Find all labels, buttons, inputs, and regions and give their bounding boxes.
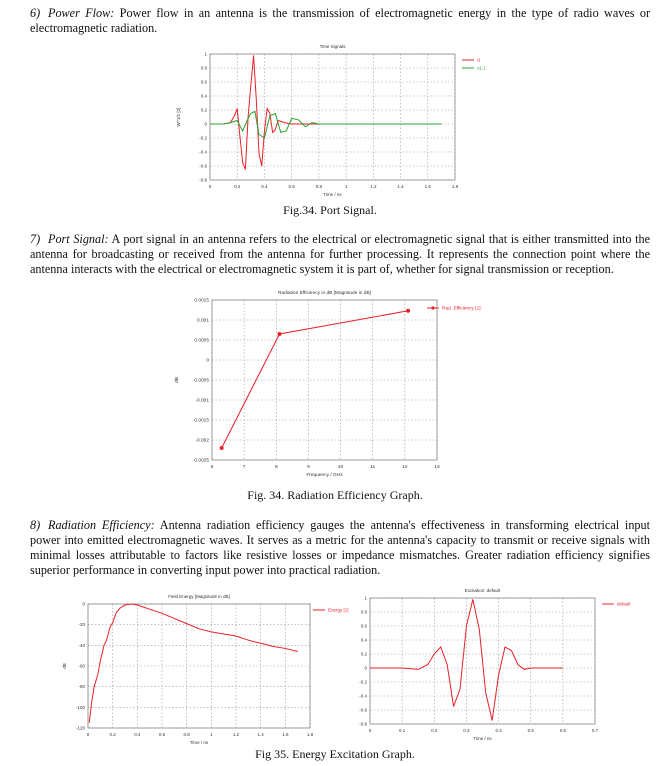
excitation-chart xyxy=(340,586,640,746)
grid xyxy=(212,300,437,460)
y-tick-label: 0.8 xyxy=(200,65,207,71)
y-tick-label: -0.2 xyxy=(199,135,207,141)
y-tick-label: -100 xyxy=(75,704,85,710)
y-tick-label: -0.0015 xyxy=(192,418,209,424)
x-tick-label: 0.2 xyxy=(109,732,116,737)
section-text: Antenna radiation efficiency gauges the antenna's effectiveness in transforming electrical input power into emitted electromagnetic waves. It serves as a metric for the antenna's capacity to transmit or receive signals with minimal losses attributable to factors like resistive losses or impedance mismatches. Greater radiation efficiency signifies superior performance in converting input power into practical radiation. xyxy=(30,518,650,577)
series-line xyxy=(370,599,563,720)
chart-title: Excitation: default xyxy=(464,588,501,593)
chart-title: Time Signals xyxy=(319,44,346,49)
y-tick-label: 0 xyxy=(204,121,207,127)
x-tick-label: 1 xyxy=(210,732,213,737)
chart-title: Field Energy [Magnitude in dB] xyxy=(168,594,230,599)
x-tick-label: 0.6 xyxy=(288,184,295,189)
y-tick-label: 1 xyxy=(204,51,207,57)
y-tick-label: -0.4 xyxy=(359,693,367,699)
x-tick-label: 12 xyxy=(402,465,408,470)
x-tick-label: 7 xyxy=(242,465,246,470)
x-tick-label: 9 xyxy=(307,465,310,470)
x-tick-label: 0 xyxy=(368,728,372,733)
x-tick-label: 10 xyxy=(337,465,344,470)
x-tick-label: 0.4 xyxy=(495,728,502,733)
y-tick-label: 0.4 xyxy=(360,637,367,643)
y-tick-label: 0.4 xyxy=(200,93,207,99)
y-tick-label: -0.6 xyxy=(199,163,207,169)
x-tick-label: 1.2 xyxy=(370,184,377,189)
section-term: Power Flow: xyxy=(48,6,115,20)
y-tick-label: 0.0015 xyxy=(194,298,209,304)
y-tick-label: -0.4 xyxy=(199,149,207,155)
x-tick-label: 1.8 xyxy=(451,184,459,189)
y-tick-label: -0.0025 xyxy=(192,458,209,464)
data-point xyxy=(278,332,282,336)
legend-label: Energy [1] xyxy=(328,607,349,613)
grid xyxy=(210,54,455,180)
section-port-signal xyxy=(30,232,650,277)
legend-label: Rad. Efficiency [1] xyxy=(442,306,481,312)
x-axis-label: Frequency / GHz xyxy=(306,473,343,478)
x-tick-label: 0.5 xyxy=(527,728,534,733)
x-tick-label: 1.6 xyxy=(282,732,289,737)
data-point xyxy=(220,446,224,450)
y-tick-label: 0.2 xyxy=(200,107,207,113)
y-tick-label: -0.0005 xyxy=(192,378,209,384)
series-line xyxy=(222,311,408,448)
x-tick-label: 1.4 xyxy=(257,732,264,737)
y-tick-label: 0 xyxy=(82,601,85,607)
legend-marker xyxy=(431,306,434,309)
x-tick-label: 0.8 xyxy=(315,184,323,189)
x-tick-label: 1 xyxy=(344,184,348,189)
y-axis-label: W^1/2 [2] xyxy=(176,107,181,127)
figure-caption-radiation-efficiency: Fig. 34. Radiation Efficiency Graph. xyxy=(247,488,423,502)
section-term: Port Signal: xyxy=(48,232,109,246)
section-number: 6) xyxy=(30,6,41,20)
plot-frame xyxy=(210,54,455,180)
field-energy-chart xyxy=(58,590,348,750)
section-term: Radiation Efficiency: xyxy=(48,518,155,532)
x-tick-label: 0.6 xyxy=(559,728,566,733)
series-line xyxy=(210,111,441,138)
figure-caption-energy-excitation: Fig 35. Energy Excitation Graph. xyxy=(255,747,415,761)
section-number: 8) xyxy=(30,518,41,532)
radiation-efficiency-chart xyxy=(172,284,502,484)
y-tick-label: -20 xyxy=(78,622,85,628)
x-tick-label: 6 xyxy=(210,465,214,470)
y-tick-label: 0.6 xyxy=(360,623,367,629)
y-tick-label: -120 xyxy=(75,725,85,731)
y-tick-label: -0.8 xyxy=(199,177,207,183)
x-tick-label: 0.4 xyxy=(134,732,141,737)
legend-label: default xyxy=(617,601,631,607)
y-tick-label: -0.2 xyxy=(359,679,367,685)
x-tick-label: 0 xyxy=(86,732,90,737)
x-tick-label: 1.8 xyxy=(306,732,314,737)
legend-label: o1,1 xyxy=(477,65,486,71)
y-tick-label: -40 xyxy=(78,642,85,648)
section-text: A port signal in an antenna refers to the electrical or electromagnetic signal that is either transmitted into the antenna for broadcasting or received from the antenna for further processing. It represents the connection point where the antenna interacts with the electrical or electromagnetic system it is part of, whether for signal transmission or reception. xyxy=(30,232,650,276)
series-line xyxy=(210,55,441,169)
y-tick-label: 0 xyxy=(206,358,209,364)
time-signals-chart xyxy=(172,40,486,225)
legend-label: i1 xyxy=(477,57,481,63)
y-tick-label: -0.002 xyxy=(195,438,209,444)
figure-caption-port-signal: Fig.34. Port Signal. xyxy=(283,203,377,217)
y-tick-label: -0.8 xyxy=(359,721,367,727)
x-axis-label: Time / ns xyxy=(189,740,209,745)
section-radiation-efficiency xyxy=(30,518,650,578)
y-tick-label: -0.001 xyxy=(195,398,209,404)
x-tick-label: 0.4 xyxy=(261,184,268,189)
series-line xyxy=(89,604,297,723)
y-axis-label: dB xyxy=(175,377,180,383)
x-tick-label: 1.6 xyxy=(424,184,431,189)
y-axis-label: dB xyxy=(62,663,67,669)
chart-title: Radiation Efficiency in dB [Magnitude in dB] xyxy=(278,291,371,296)
data-point xyxy=(406,309,410,313)
y-tick-label: -80 xyxy=(78,684,85,690)
y-tick-label: -0.6 xyxy=(359,707,367,713)
plot-frame xyxy=(88,604,310,728)
grid xyxy=(88,604,310,728)
y-tick-label: 0 xyxy=(364,665,367,671)
x-tick-label: 0.7 xyxy=(591,728,599,733)
x-tick-label: 0.2 xyxy=(234,184,241,189)
x-tick-label: 11 xyxy=(370,465,376,470)
section-power-flow xyxy=(30,6,650,36)
x-tick-label: 0.1 xyxy=(399,728,406,733)
y-tick-label: 0.0005 xyxy=(194,338,209,344)
x-tick-label: 1.2 xyxy=(232,732,240,737)
y-tick-label: -60 xyxy=(78,663,85,669)
x-tick-label: 1.4 xyxy=(397,184,404,189)
y-tick-label: 1 xyxy=(364,595,367,601)
x-tick-label: 0.3 xyxy=(463,728,470,733)
y-tick-label: 0.2 xyxy=(360,651,367,657)
x-tick-label: 13 xyxy=(434,465,440,470)
x-tick-label: 0.8 xyxy=(183,732,190,737)
y-tick-label: 0.001 xyxy=(196,318,209,324)
y-tick-label: 0.8 xyxy=(360,609,367,615)
x-tick-label: 0 xyxy=(208,184,212,189)
x-tick-label: 0.2 xyxy=(431,728,438,733)
y-tick-label: 0.6 xyxy=(200,79,207,85)
section-text: Power flow in an antenna is the transmission of electromagnetic energy in the type of radio waves or electromagnetic radiation. xyxy=(30,6,651,35)
x-axis-label: Time / ns xyxy=(473,736,492,741)
section-number: 7) xyxy=(30,232,41,246)
x-tick-label: 0.6 xyxy=(158,732,166,737)
x-axis-label: Time / ns xyxy=(323,192,342,197)
x-tick-label: 8 xyxy=(274,465,278,470)
